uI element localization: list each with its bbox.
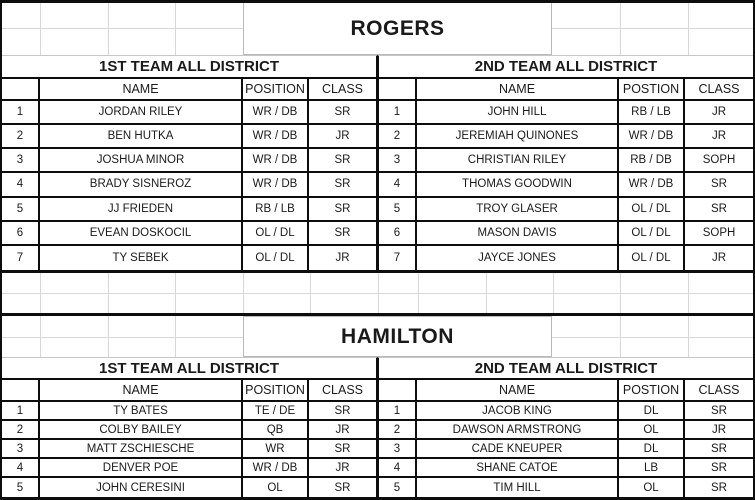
class-cell[interactable]: JR (711, 251, 727, 264)
position-cell[interactable]: LB (619, 459, 685, 478)
row-number-cell[interactable]: 1 (379, 402, 417, 421)
hamilton-2nd-team-table (377, 357, 755, 500)
position-cell[interactable]: WR / DB (243, 149, 309, 173)
row-number-cell[interactable]: 4 (379, 173, 417, 197)
class-cell[interactable]: SR (309, 222, 376, 246)
section-divider (0, 313, 755, 316)
class-cell[interactable]: SR (309, 198, 376, 222)
class-cell[interactable]: SR (309, 402, 376, 421)
row-number-cell[interactable]: 7 (379, 246, 417, 270)
position-cell[interactable]: OL / DL (619, 198, 685, 222)
position-cell[interactable]: WR (243, 440, 309, 459)
player-name-cell[interactable]: JEREMIAH QUINONES (417, 125, 619, 149)
player-name-cell[interactable]: EVEAN DOSKOCIL (40, 222, 243, 246)
position-cell[interactable]: WR / DB (243, 125, 309, 149)
player-name-cell[interactable]: MASON DAVIS (417, 222, 619, 246)
position-cell[interactable]: RB / DB (619, 149, 685, 173)
class-cell[interactable]: SR (685, 459, 753, 478)
class-cell[interactable]: SR (334, 481, 351, 494)
position-cell[interactable]: OL / DL (243, 222, 309, 246)
class-cell[interactable]: SOPH (685, 149, 753, 173)
row-number-cell[interactable]: 3 (379, 440, 417, 459)
row-number-cell[interactable]: 6 (2, 222, 40, 246)
player-name-cell[interactable]: TIM HILL (417, 478, 619, 497)
player-name-cell[interactable]: COLBY BAILEY (40, 421, 243, 440)
player-name-cell[interactable]: BEN HUTKA (40, 125, 243, 149)
team-header[interactable]: 1ST TEAM ALL DISTRICT (2, 358, 376, 380)
player-name-cell[interactable]: CADE KNEUPER (417, 440, 619, 459)
position-cell[interactable]: QB (243, 421, 309, 440)
class-column-header[interactable]: CLASS (309, 380, 376, 402)
position-cell[interactable]: OL / DL (619, 246, 685, 270)
row-number-cell[interactable]: 5 (379, 478, 417, 497)
position-cell[interactable]: DL (619, 402, 685, 421)
player-name-cell[interactable]: JAYCE JONES (417, 246, 619, 270)
corner-cell[interactable] (2, 380, 40, 402)
position-column-header[interactable]: POSITION (243, 79, 309, 101)
name-column-header[interactable]: NAME (417, 380, 619, 402)
position-cell[interactable]: OL (619, 478, 685, 497)
corner-cell[interactable] (2, 79, 40, 101)
class-column-header[interactable]: CLASS (685, 79, 753, 101)
position-cell[interactable]: RB / LB (619, 101, 685, 125)
row-number-cell[interactable]: 2 (2, 125, 40, 149)
name-column-header[interactable]: NAME (40, 380, 243, 402)
name-column-header[interactable]: NAME (40, 79, 243, 101)
name-column-header[interactable]: NAME (417, 79, 619, 101)
class-cell[interactable]: SR (711, 481, 727, 494)
class-cell[interactable]: JR (309, 459, 376, 478)
class-cell[interactable]: JR (309, 125, 376, 149)
player-name-cell[interactable]: TY SEBEK (40, 246, 243, 270)
row-number-cell[interactable]: 1 (2, 101, 40, 125)
hamilton-title: HAMILTON (341, 324, 454, 348)
class-cell[interactable]: JR (335, 251, 350, 264)
row-number-cell[interactable]: 2 (379, 421, 417, 440)
player-name-cell[interactable]: THOMAS GOODWIN (417, 173, 619, 197)
corner-cell[interactable] (379, 79, 417, 101)
rogers-1st-team-table (0, 55, 378, 273)
row-number-cell[interactable]: 5 (2, 478, 40, 497)
player-name-cell[interactable]: TY BATES (40, 402, 243, 421)
player-name-cell[interactable]: BRADY SISNEROZ (40, 173, 243, 197)
class-cell[interactable]: SR (309, 149, 376, 173)
player-name-cell[interactable]: JORDAN RILEY (40, 101, 243, 125)
row-number-cell[interactable]: 5 (379, 198, 417, 222)
player-name-cell[interactable]: JOHN CERESINI (40, 478, 243, 497)
hamilton-1st-team-table (0, 357, 378, 500)
row-number-cell[interactable]: 5 (2, 198, 40, 222)
row-number-cell[interactable]: 3 (2, 149, 40, 173)
corner-cell[interactable] (379, 380, 417, 402)
class-cell[interactable]: SR (685, 198, 753, 222)
gridline (0, 293, 755, 294)
class-cell[interactable]: JR (685, 421, 753, 440)
position-column-header[interactable]: POSITION (243, 380, 309, 402)
class-cell[interactable]: SR (309, 173, 376, 197)
position-cell[interactable]: RB / LB (243, 198, 309, 222)
class-cell[interactable]: JR (685, 101, 753, 125)
position-column-header[interactable]: POSTION (619, 79, 685, 101)
position-cell[interactable]: OL (243, 478, 309, 497)
player-name-cell[interactable]: MATT ZSCHIESCHE (40, 440, 243, 459)
player-name-cell[interactable]: JOSHUA MINOR (40, 149, 243, 173)
rogers-2nd-team-table (377, 55, 755, 273)
class-cell[interactable]: JR (309, 421, 376, 440)
team-header[interactable]: 2ND TEAM ALL DISTRICT (379, 358, 753, 380)
player-name-cell[interactable]: DENVER POE (40, 459, 243, 478)
position-cell[interactable]: OL / DL (243, 246, 309, 270)
row-number-cell[interactable]: 3 (2, 440, 40, 459)
row-number-cell[interactable]: 2 (2, 421, 40, 440)
player-name-cell[interactable]: JACOB KING (417, 402, 619, 421)
class-column-header[interactable]: CLASS (685, 380, 753, 402)
row-number-cell[interactable]: 1 (2, 402, 40, 421)
class-cell[interactable]: SR (309, 440, 376, 459)
team-header[interactable]: 1ST TEAM ALL DISTRICT (2, 56, 376, 79)
player-name-cell[interactable]: JJ FRIEDEN (40, 198, 243, 222)
row-number-cell[interactable]: 4 (379, 459, 417, 478)
class-cell[interactable]: JR (685, 125, 753, 149)
row-number-cell[interactable]: 4 (2, 459, 40, 478)
class-cell[interactable]: SR (685, 173, 753, 197)
row-number-cell[interactable]: 2 (379, 125, 417, 149)
class-cell[interactable]: SR (685, 402, 753, 421)
position-cell[interactable]: OL / DL (619, 222, 685, 246)
player-name-cell[interactable]: JOHN HILL (417, 101, 619, 125)
position-cell[interactable]: WR / DB (243, 459, 309, 478)
class-cell[interactable]: SR (685, 440, 753, 459)
row-number-cell[interactable]: 7 (2, 246, 40, 270)
player-name-cell[interactable]: SHANE CATOE (417, 459, 619, 478)
row-number-cell[interactable]: 3 (379, 149, 417, 173)
position-cell[interactable]: WR / DB (243, 101, 309, 125)
position-cell[interactable]: WR / DB (619, 125, 685, 149)
team-header[interactable]: 2ND TEAM ALL DISTRICT (379, 56, 753, 79)
position-cell[interactable]: TE / DE (243, 402, 309, 421)
rogers-title-cell[interactable] (243, 2, 552, 55)
row-number-cell[interactable]: 1 (379, 101, 417, 125)
class-cell[interactable]: SR (309, 101, 376, 125)
player-name-cell[interactable]: CHRISTIAN RILEY (417, 149, 619, 173)
position-cell[interactable]: OL (619, 421, 685, 440)
class-column-header[interactable]: CLASS (309, 79, 376, 101)
class-cell[interactable]: SOPH (685, 222, 753, 246)
position-cell[interactable]: WR / DB (619, 173, 685, 197)
rogers-title: ROGERS (350, 16, 445, 40)
player-name-cell[interactable]: DAWSON ARMSTRONG (417, 421, 619, 440)
hamilton-title-cell[interactable] (243, 316, 552, 357)
position-cell[interactable]: WR / DB (243, 173, 309, 197)
row-number-cell[interactable]: 6 (379, 222, 417, 246)
player-name-cell[interactable]: TROY GLASER (417, 198, 619, 222)
position-column-header[interactable]: POSTION (619, 380, 685, 402)
row-number-cell[interactable]: 4 (2, 173, 40, 197)
position-cell[interactable]: DL (619, 440, 685, 459)
